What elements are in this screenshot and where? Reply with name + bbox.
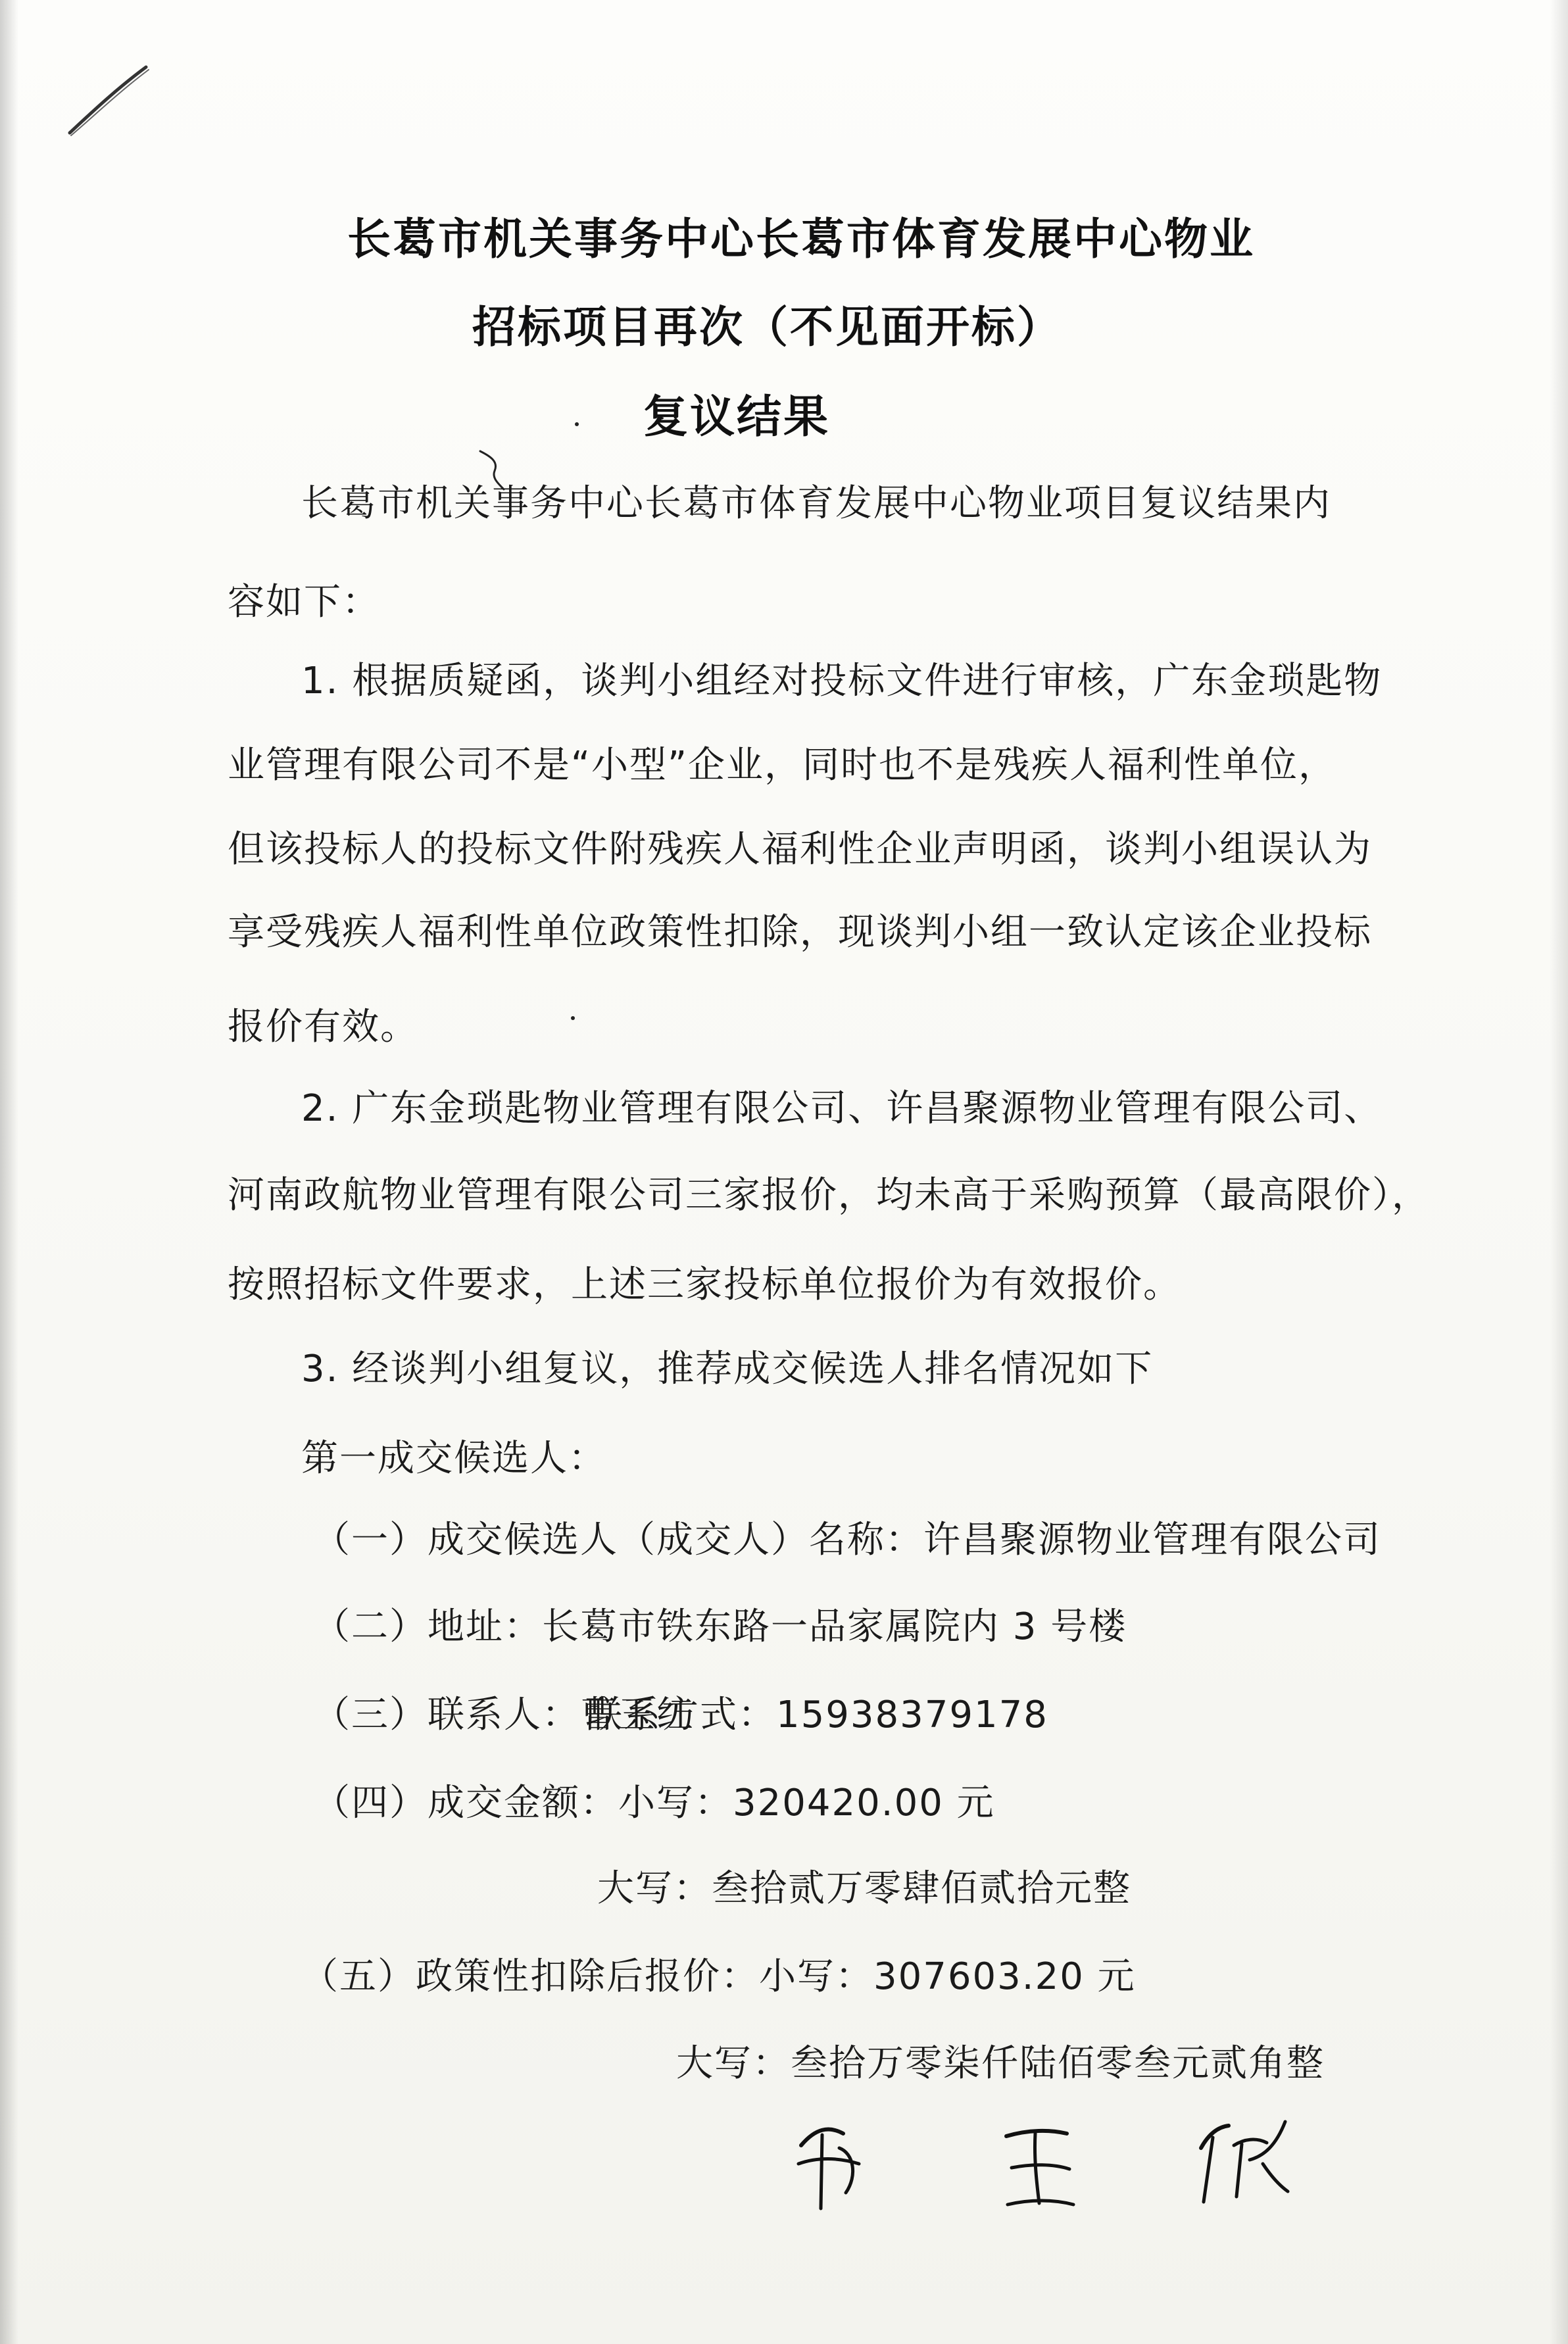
item2-line-2: 河南政航物业管理有限公司三家报价，均未高于采购预算（最高限价）， (228, 1174, 1430, 1217)
candidate-amount-upper-line: 大写：叁拾贰万零肆佰贰拾元整 (597, 1867, 1131, 1910)
candidate-amount-line: （四）成交金额：小写：320420.00 元 (313, 1782, 995, 1824)
candidate-heading: 第一成交候选人： (301, 1437, 606, 1480)
intro-line-2: 容如下： (228, 581, 380, 623)
candidate-policy-price-upper-line: 大写：叁拾万零柒仟陆佰零叁元贰角整 (676, 2042, 1325, 2085)
handwritten-signature-1 (788, 2111, 880, 2223)
candidate-address-line: （二）地址：长葛市铁东路一品家属院内 3 号楼 (313, 1605, 1127, 1648)
candidate-name-line: （一）成交候选人（成交人）名称：许昌聚源物业管理有限公司 (313, 1519, 1381, 1561)
item1-line-3: 但该投标人的投标文件附残疾人福利性企业声明函，谈判小组误认为 (228, 828, 1372, 871)
document-title-line-2: 招标项目再次（不见面开标） (472, 301, 1062, 353)
item1-line-5: 报价有效。 (228, 1006, 418, 1048)
stray-dot-1 (571, 1016, 575, 1020)
candidate-contact-person-line: （三）联系人：曹玉红 (313, 1694, 695, 1736)
handwritten-signature-2 (996, 2118, 1081, 2216)
item1-line-4: 享受残疾人福利性单位政策性扣除，现谈判小组一致认定该企业投标 (228, 911, 1372, 954)
candidate-contact-phone-line: 联系方式：15938379178 (585, 1694, 1048, 1736)
item3-line: 3. 经谈判小组复议，推荐成交候选人排名情况如下 (301, 1348, 1154, 1390)
candidate-policy-price-line: （五）政策性扣除后报价：小写：307603.20 元 (301, 1955, 1136, 1998)
scan-right-shadow (1550, 0, 1568, 2344)
item1-line-1: 1. 根据质疑函，谈判小组经对投标文件进行审核，广东金琐匙物 (301, 660, 1383, 702)
document-title-line-3: 复议结果 (643, 391, 831, 443)
handwritten-signature-3 (1189, 2109, 1294, 2220)
item1-line-2: 业管理有限公司不是“小型”企业，同时也不是残疾人福利性单位， (228, 744, 1337, 787)
pen-stroke-mark (63, 62, 155, 141)
item2-line-1: 2. 广东金琐匙物业管理有限公司、许昌聚源物业管理有限公司、 (301, 1087, 1383, 1130)
intro-line-1: 长葛市机关事务中心长葛市体育发展中心物业项目复议结果内 (301, 482, 1331, 525)
stray-dot-2 (575, 422, 579, 426)
scan-left-shadow (0, 0, 18, 2344)
document-title-line-1: 长葛市机关事务中心长葛市体育发展中心物业 (347, 213, 1255, 264)
item2-line-3: 按照招标文件要求，上述三家投标单位报价为有效报价。 (228, 1263, 1181, 1306)
